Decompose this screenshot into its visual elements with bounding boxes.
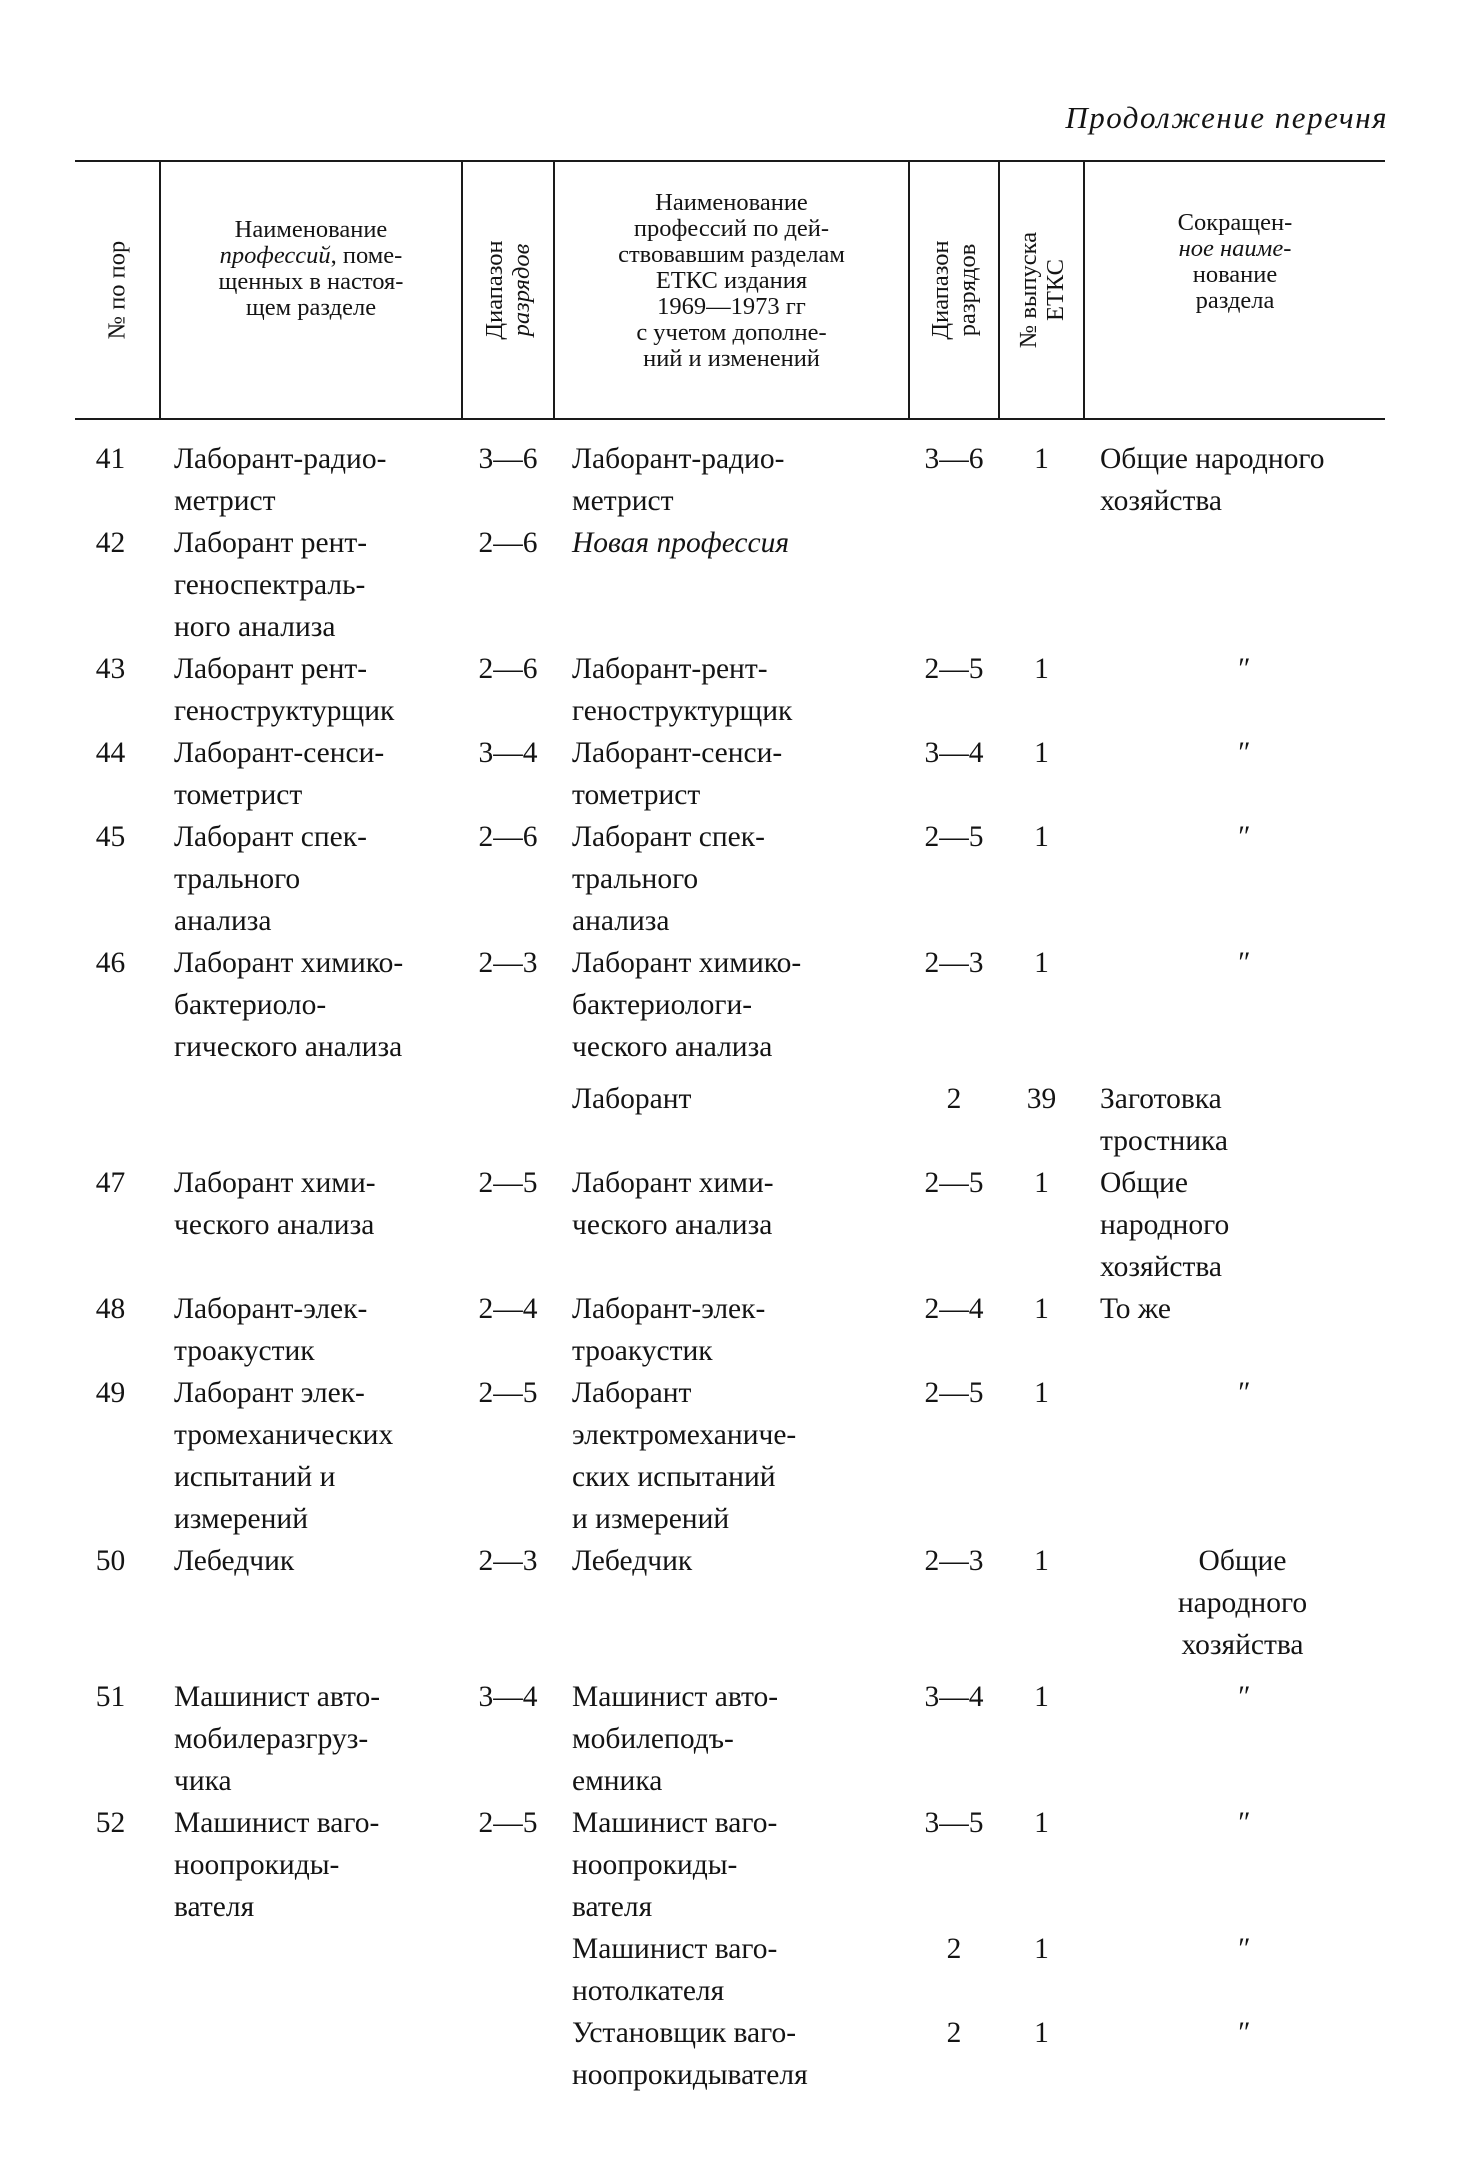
old-profession-name: Лаборант <box>572 1083 692 1115</box>
old-grade-range: 2—3 <box>924 1545 984 1577</box>
header-old-grade-range: Диапазон разрядов <box>909 161 999 419</box>
section-name: Общие народного хозяйства <box>1100 1167 1230 1283</box>
issue-number: 1 <box>1034 443 1049 475</box>
row-number: 50 <box>95 1545 126 1577</box>
old-profession-name: Машинист ваго- нотолкателя <box>572 1933 778 2007</box>
issue-number <box>999 522 1084 648</box>
old-grade-range: 2 <box>946 2017 962 2049</box>
header-old-profession-name: Наименование профессий по дей- ствовавшим разделам ЕТКС издания 1969—1973 гг с учетом дополне- ний и изменений <box>554 161 909 419</box>
header-grade-range: Диапазон разрядов <box>462 161 554 419</box>
profession-name <box>160 1068 462 1162</box>
row-number <box>75 2012 160 2096</box>
profession-name: Лаборант хими- ческого анализа <box>174 1167 376 1241</box>
row-number: 43 <box>95 653 126 685</box>
old-grade-range: 2—5 <box>924 1167 984 1199</box>
table-row <box>75 419 1385 522</box>
old-profession-name: Установщик ваго- ноопрокидывателя <box>572 2017 808 2091</box>
row-number: 46 <box>95 947 126 979</box>
profession-name: Лебедчик <box>174 1545 295 1577</box>
profession-name: Лаборант-сенси- тометрист <box>174 737 385 811</box>
row-number: 41 <box>95 443 126 475</box>
table-row <box>75 1162 1385 1288</box>
row-number: 52 <box>95 1807 126 1839</box>
grade-range: 2—6 <box>478 821 538 853</box>
issue-number: 39 <box>1026 1083 1057 1115</box>
grade-range: 2—5 <box>478 1807 538 1839</box>
profession-name: Машинист ваго- ноопрокиды- вателя <box>174 1807 380 1923</box>
table-row <box>75 1068 1385 1162</box>
section-name: Заготовка тростника <box>1100 1083 1229 1157</box>
row-number: 44 <box>95 737 126 769</box>
header-section-name: Сокращен- ное наиме- нование раздела <box>1084 161 1385 419</box>
section-name: ″ <box>1236 2017 1249 2049</box>
profession-name: Лаборант спек- трального анализа <box>174 821 367 937</box>
section-name: ″ <box>1236 821 1249 853</box>
issue-number: 1 <box>1034 1681 1049 1713</box>
old-grade-range: 3—4 <box>924 1681 984 1713</box>
professions-table <box>75 160 1385 2096</box>
grade-range: 2—5 <box>478 1377 538 1409</box>
old-grade-range: 2—4 <box>924 1293 984 1325</box>
profession-name: Машинист авто- мобилеразгруз- чика <box>174 1681 381 1797</box>
grade-range <box>462 2012 554 2096</box>
table-row <box>75 1540 1385 1666</box>
old-grade-range: 3—6 <box>924 443 984 475</box>
profession-name: Лаборант-радио- метрист <box>174 443 387 517</box>
section-name: ″ <box>1236 1681 1249 1713</box>
table-row <box>75 1372 1385 1540</box>
profession-name: Лаборант-элек- троакустик <box>174 1293 368 1367</box>
table-row <box>75 1288 1385 1372</box>
profession-name <box>160 1928 462 2012</box>
grade-range: 2—4 <box>478 1293 538 1325</box>
table-row <box>75 1802 1385 1928</box>
table-row <box>75 1928 1385 2012</box>
row-number <box>75 1928 160 2012</box>
old-profession-name: Лаборант-сенси- тометрист <box>572 737 783 811</box>
old-profession-name: Новая профессия <box>572 527 790 559</box>
old-profession-name: Лебедчик <box>572 1545 693 1577</box>
old-profession-name: Лаборант-элек- троакустик <box>572 1293 766 1367</box>
old-grade-range: 2 <box>946 1083 962 1115</box>
issue-number: 1 <box>1034 1167 1049 1199</box>
issue-number: 1 <box>1034 1807 1049 1839</box>
table-row <box>75 816 1385 942</box>
table-row <box>75 732 1385 816</box>
continuation-caption: Продолжение перечня <box>1065 100 1388 135</box>
issue-number: 1 <box>1034 821 1049 853</box>
table-row <box>75 1666 1385 1802</box>
grade-range: 2—6 <box>478 653 538 685</box>
section-name: ″ <box>1236 947 1249 979</box>
issue-number: 1 <box>1034 1933 1049 1965</box>
old-profession-name: Машинист ваго- ноопрокиды- вателя <box>572 1807 778 1923</box>
issue-number: 1 <box>1034 653 1049 685</box>
issue-number: 1 <box>1034 1293 1049 1325</box>
old-grade-range <box>909 522 999 648</box>
section-name <box>1084 522 1385 648</box>
grade-range: 3—4 <box>478 737 538 769</box>
old-grade-range: 2—3 <box>924 947 984 979</box>
grade-range <box>462 1928 554 2012</box>
row-number: 45 <box>95 821 126 853</box>
section-name: Общие народного хозяйства <box>1100 443 1325 517</box>
grade-range: 3—4 <box>478 1681 538 1713</box>
header-issue-number: № выпуска ЕТКС <box>999 161 1084 419</box>
grade-range: 2—3 <box>478 1545 538 1577</box>
row-number: 48 <box>95 1293 126 1325</box>
section-name: ″ <box>1236 1377 1249 1409</box>
section-name: Общие народного хозяйства <box>1177 1545 1308 1661</box>
section-name: ″ <box>1236 737 1249 769</box>
old-grade-range: 2 <box>946 1933 962 1965</box>
old-grade-range: 3—5 <box>924 1807 984 1839</box>
old-profession-name: Лаборант хими- ческого анализа <box>572 1167 774 1241</box>
profession-name: Лаборант элек- тромеханических испытаний и измерений <box>174 1377 394 1535</box>
grade-range: 2—6 <box>478 527 538 559</box>
grade-range: 2—3 <box>478 947 538 979</box>
table-row <box>75 522 1385 648</box>
grade-range: 3—6 <box>478 443 538 475</box>
section-name: ″ <box>1236 1807 1249 1839</box>
old-profession-name: Лаборант спек- трального анализа <box>572 821 765 937</box>
table-row <box>75 942 1385 1068</box>
issue-number: 1 <box>1034 2017 1049 2049</box>
row-number: 51 <box>95 1681 126 1713</box>
old-grade-range: 2—5 <box>924 653 984 685</box>
table-row <box>75 2012 1385 2096</box>
header-number: № по пор <box>75 161 160 419</box>
old-profession-name: Лаборант химико-бактериологи- ческого анализа <box>572 947 802 1063</box>
issue-number: 1 <box>1034 1545 1049 1577</box>
row-number: 42 <box>95 527 126 559</box>
grade-range <box>462 1068 554 1162</box>
old-grade-range: 2—5 <box>924 1377 984 1409</box>
header-profession-name: Наименование профессий, поме- щенных в настоя- щем разделе <box>160 161 462 419</box>
old-grade-range: 3—4 <box>924 737 984 769</box>
old-profession-name: Лаборант электромеханиче- ских испытаний и измерений <box>572 1377 797 1535</box>
old-profession-name: Лаборант-рент- геноструктурщик <box>572 653 793 727</box>
old-grade-range: 2—5 <box>924 821 984 853</box>
section-name: ″ <box>1236 653 1249 685</box>
profession-name: Лаборант химико-бактериоло- гического анализа <box>174 947 404 1063</box>
row-number <box>75 1068 160 1162</box>
table-header-row <box>75 161 1385 419</box>
row-number: 49 <box>95 1377 126 1409</box>
issue-number: 1 <box>1034 1377 1049 1409</box>
section-name: То же <box>1100 1293 1172 1325</box>
issue-number: 1 <box>1034 737 1049 769</box>
issue-number: 1 <box>1034 947 1049 979</box>
section-name: ″ <box>1236 1933 1249 1965</box>
grade-range: 2—5 <box>478 1167 538 1199</box>
row-number: 47 <box>95 1167 126 1199</box>
profession-name <box>160 2012 462 2096</box>
table-row <box>75 648 1385 732</box>
old-profession-name: Лаборант-радио- метрист <box>572 443 785 517</box>
profession-name: Лаборант рент- геноспектраль- ного анализа <box>174 527 368 643</box>
profession-name: Лаборант рент- геноструктурщик <box>174 653 395 727</box>
old-profession-name: Машинист авто- мобилеподъ- емника <box>572 1681 779 1797</box>
